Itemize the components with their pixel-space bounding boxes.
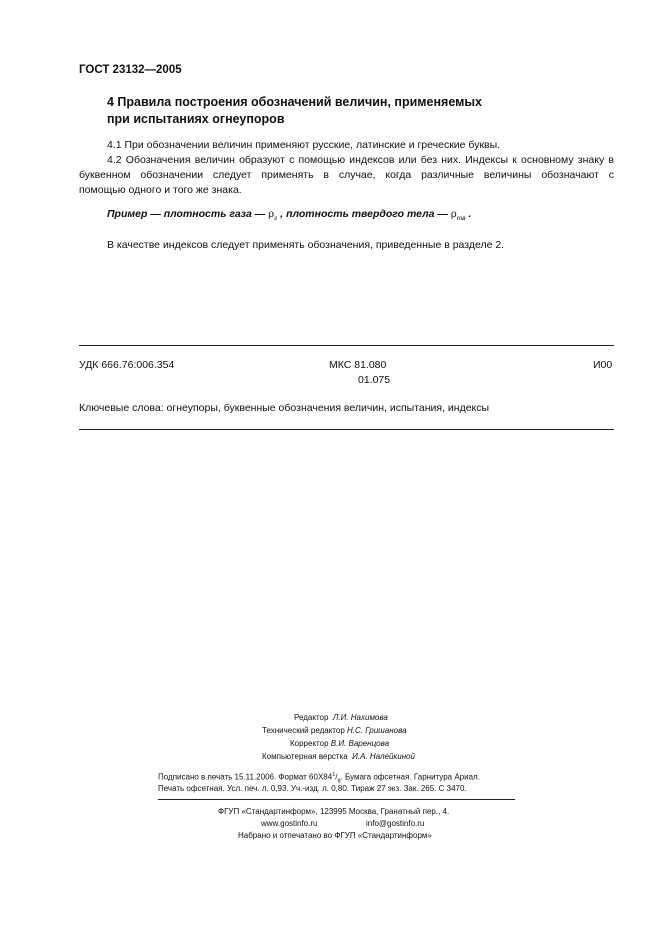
publisher-email: info@gostinfo.ru [366, 819, 425, 828]
imprint-tech-editor [262, 726, 407, 735]
editor-role: Редактор [294, 713, 329, 722]
mks-code-line1: МКС 81.080 [329, 359, 387, 371]
layout-role: Компьютерная верстка [262, 752, 348, 761]
document-code: ГОСТ 23132—2005 [79, 64, 182, 76]
section-title-line1: 4 Правила построения обозначений величин, применяемых [107, 95, 482, 109]
print-line1-b: . Бумага офсетная. Гарнитура Ариал. [340, 772, 480, 782]
section-title-line2: при испытаниях огнеупоров [107, 112, 285, 126]
rho-solid-subscript: тв [456, 215, 466, 222]
classification-code: И00 [593, 359, 613, 371]
paragraph-4-2-line2: буквенном обозначении следует применять в случае, когда различные величины обозначают с [79, 169, 614, 181]
divider-imprint [158, 799, 515, 800]
rho-gas-subscript: г [274, 215, 278, 222]
paragraph-indices: В качестве индексов следует применять обозначения, приведенные в разделе 2. [107, 239, 505, 251]
rho-gas-symbol: ρ [268, 209, 275, 220]
paragraph-4-2-line3: помощью одного и того же знака. [79, 184, 242, 196]
printed-by: Набрано и отпечатано во ФГУП «Стандартинформ» [238, 831, 432, 840]
print-details-line2: Печать офсетная. Усл. печ. л. 0,93. Уч.-изд. л. 0,80. Тираж 27 экз. Зак. 265. С 3470. [158, 784, 467, 793]
divider-top [79, 345, 614, 346]
editor-name: Л.И. Нахимова [332, 713, 388, 722]
imprint-editor [294, 713, 388, 722]
example-prefix: Пример — плотность газа — [107, 208, 269, 220]
udk-code: УДК 666.76:006.354 [79, 359, 175, 371]
section-title [107, 94, 482, 128]
example-middle: , плотность твердого тела — [277, 208, 451, 220]
layout-name: И.А. Налейкиной [352, 752, 415, 761]
example-line [107, 208, 471, 220]
keywords: Ключевые слова: огнеупоры, буквенные обозначения величин, испытания, индексы [79, 402, 490, 414]
divider-keywords [79, 429, 614, 430]
print-line1-a: Подписано в печать 15.11.2006. Формат 60Х84 [158, 772, 333, 782]
imprint-layout [262, 752, 415, 761]
tech-editor-name: Н.С. Гришанова [347, 726, 407, 735]
example-suffix: . [465, 208, 472, 220]
tech-editor-role: Технический редактор [262, 726, 345, 735]
rho-solid-symbol: ρ [450, 209, 457, 220]
paragraph-4-2 [79, 153, 614, 198]
corrector-name: В.И. Варенцова [330, 739, 390, 748]
publisher-website: www.gostinfo.ru [261, 819, 318, 828]
publisher-address: ФГУП «Стандартинформ», 123995 Москва, Гранатный пер., 4. [218, 807, 450, 816]
corrector-role: Корректор [290, 739, 329, 748]
paragraph-4-2-line1: 4.2 Обозначения величин образуют с помощью индексов или без них. Индексы к основному знаку в [107, 154, 614, 166]
paragraph-4-1: 4.1 При обозначении величин применяют русские, латинские и греческие буквы. [107, 139, 501, 151]
print-details-line1: Подписано в печать 15.11.2006. Формат $60Х84^1/_8$. Бумага офсетная. Гарнитура Ариал. [158, 772, 480, 785]
format-fraction-denominator: 8 [337, 778, 341, 785]
imprint-corrector [290, 739, 389, 748]
format-fraction-numerator: 1 [332, 772, 336, 778]
mks-code-line2: 01.075 [358, 374, 391, 386]
